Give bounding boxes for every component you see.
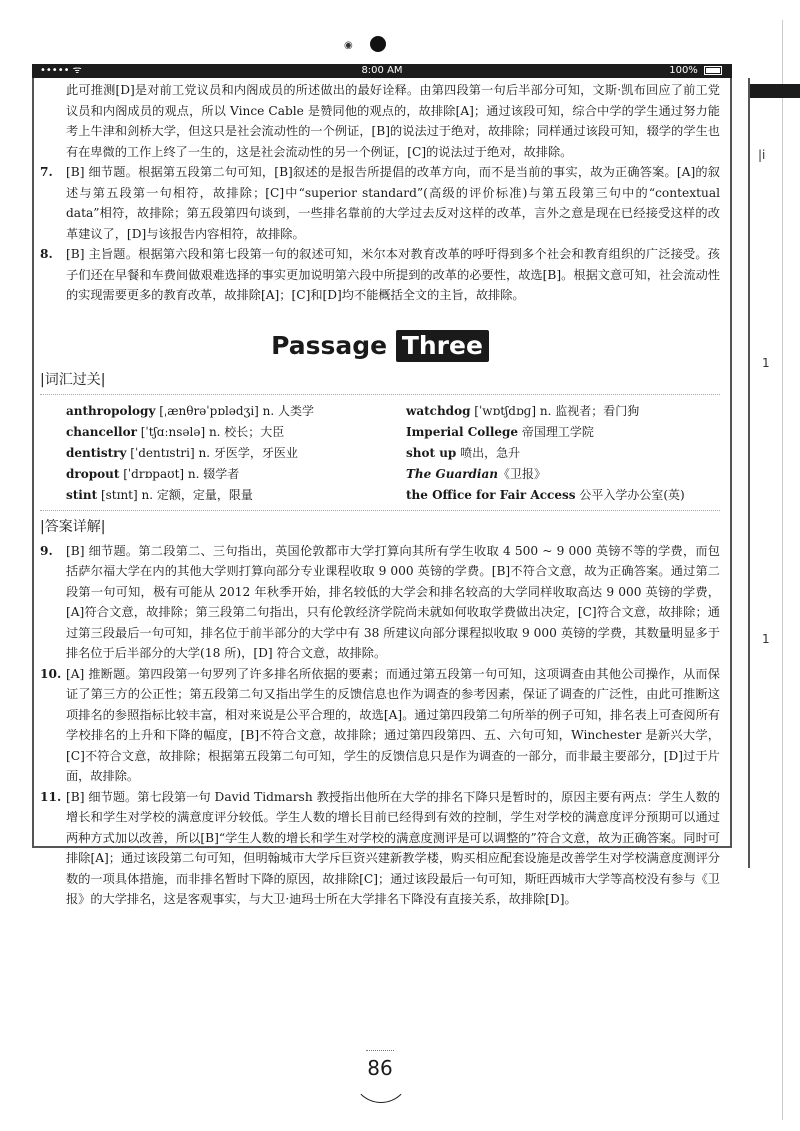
vocab-def: [ˈtʃɑːnsələ] n. 校长；大臣 xyxy=(136,424,285,439)
vocab-entry xyxy=(406,401,746,422)
side-mark: 1 xyxy=(762,356,770,370)
item-number: 10. xyxy=(40,666,62,681)
answer-item-9 xyxy=(40,541,720,664)
vocab-word: shot up xyxy=(406,445,457,460)
vocab-word: chancellor xyxy=(66,424,137,439)
vocab-entry xyxy=(66,464,406,485)
side-mark: |i xyxy=(758,148,766,162)
passage-word: Passage xyxy=(271,330,388,360)
vocab-word: watchdog xyxy=(406,403,471,418)
vocab-entry xyxy=(66,443,406,464)
answer-item-10 xyxy=(40,664,720,787)
vocab-def: [ˈwɒtʃdɒɡ] n. 监视者；看门狗 xyxy=(470,403,640,418)
vocab-entry xyxy=(406,485,746,506)
camera-sensor-icon: ◉ xyxy=(344,40,353,51)
status-time: 8:00 AM xyxy=(361,65,403,76)
vocab-def: 帝国理工学院 xyxy=(518,424,594,439)
answer-item-8 xyxy=(40,244,720,306)
vocab-entry xyxy=(406,422,746,443)
answers-heading: |答案详解| xyxy=(40,518,106,535)
item-text: [B] 主旨题。根据第六段和第七段第一句的叙述可知，米尔本对教育改革的呼吁得到多个社会和教育组织的广泛接受。孩子们还在早餐和车费间做艰难选择的事实更加说明第六段中所提到的改革的必要性，故选[B]。根据文意可知，社会流动性的实现需要更多的教育改革，故排除[A]；[C]和[D]均不能概括全文的主旨，故排除。 xyxy=(66,247,720,302)
vocab-def: [ˈdentɪstri] n. 牙医学，牙医业 xyxy=(126,445,298,460)
page-edge-line xyxy=(782,20,783,1120)
vocab-word: stint xyxy=(66,487,98,502)
vocab-def: [ˌænθrəˈpɒlədʒi] n. 人类学 xyxy=(155,403,315,418)
divider xyxy=(40,394,720,395)
item-number: 7. xyxy=(40,165,53,179)
vocab-heading: |词汇过关| xyxy=(40,371,106,388)
vocab-word: the Office for Fair Access xyxy=(406,487,576,502)
vocab-word: dropout xyxy=(66,466,120,481)
answer-item-7 xyxy=(40,162,720,244)
page-content[interactable] xyxy=(40,80,720,910)
item-text: [B] 细节题。根据第五段第二句可知，[B]叙述的是报告所提倡的改革方向，而不是当前的事实，故为正确答案。[A]的叙述与第五段第一句相符，故排除；[C]中“superior standard”(高级的评价标准)与第五段第三句中的“contextual data”相符，故排除；第五段第四句谈到，一些排名靠前的大学过去反对这样的改革，言外之意是现在已经接受这样的改革建议了，[D]与该报告内容相符，故排除。 xyxy=(66,165,720,241)
vocab-entry xyxy=(66,485,406,506)
answers-list xyxy=(40,541,720,910)
frame-left-edge xyxy=(32,78,34,848)
page-number: 86 xyxy=(367,1056,393,1080)
page-ornament xyxy=(366,1050,394,1053)
vocab-entry xyxy=(66,422,406,443)
battery-icon xyxy=(704,66,722,75)
side-mark: 1 xyxy=(762,632,770,646)
item-text: [A] 推断题。第四段第一句罗列了许多排名所依据的要素；而通过第五段第一句可知，这项调查由其他公司操作，从而保证了第三方的公正性；第五段第二句又指出学生的反馈信息也作为调查的参考因素，保证了调查的广泛性，由此可推断这项排名的参照指标比较丰富，相对来说是公平合理的，故选[A]。通过第四段第二句所举的例子可知，排名表上可查阅所有学校排名的上升和下降的幅度，[B]不符合文意，故排除；通过第四段第四、五、六句可知，Winchester 是新兴大学，[C]不符合文意，故排除；根据第五段第二句可知，学生的反馈信息只是作为调查的一部分，而非最主要部分，[D]过于片面，故排除。 xyxy=(66,666,720,783)
vocab-word: The Guardian xyxy=(406,466,498,481)
adjacent-page-edge xyxy=(748,20,800,1120)
vocab-def: 喷出，急升 xyxy=(456,445,521,460)
status-bar xyxy=(32,64,732,78)
battery-indicator xyxy=(669,64,722,78)
item-number: 11. xyxy=(40,789,62,804)
answer-item-11 xyxy=(40,787,720,910)
item-number: 8. xyxy=(40,247,53,261)
signal-icon: ••••• ᯤ xyxy=(40,65,82,76)
camera-icon xyxy=(370,36,386,52)
divider xyxy=(40,510,720,511)
passage-number-highlight: Three xyxy=(396,330,489,362)
item-text: [B] 细节题。第二段第二、三句指出，英国伦敦都市大学打算向其所有学生收取 4 500 ~ 9 000 英镑不等的学费，而包括萨尔福大学在内的其他大学则打算向部分专业课程收取 9 000 英镑的学费。[B]不符合文意，故为正确答案。通过第二段第一句可知，极有可能从 2012 年秋季开始，排名较低的大学会和排名较高的大学同样收取高达 9 000 英镑的学费，[A]符合文意，故排除；第三段第二句指出，只有伦敦经济学院尚未就如何收取学费做出决定，[C]符合文意，故排除；通过第三段最后一句可知，排名位于前半部分的大学中有 38 所建议向部分课程拟收取 9 000 英镑的学费，其数量明显多于排名位于后半部分的大学(18 所)，[D] 符合文意，故排除。 xyxy=(66,543,720,660)
vocab-def: [stɪnt] n. 定额，定量，限量 xyxy=(97,487,253,502)
item-number: 9. xyxy=(40,543,53,558)
passage-title xyxy=(40,330,720,362)
adjacent-status-bar xyxy=(748,84,800,98)
tablet-frame xyxy=(32,0,732,1131)
vocab-def: [ˈdrɒpaʊt] n. 辍学者 xyxy=(119,466,240,481)
item-text: [B] 细节题。第七段第一句 David Tidmarsh 教授指出他所在大学的排名下降只是暂时的，原因主要有两点：学生人数的增长和学生对学校的满意度评分较低。学生人数的增长目前已经得到有效的控制，学生对学校的满意度评分预期可以通过两种方式加以改善，所以[B]“学生人数的增长和学生对学校的满意度测评是可以调整的”符合文意，故为正确答案。同时可排除[A]；通过该段第二句可知，但明翰城市大学斥巨资兴建新教学楼，购买相应配套设施是改善学生对学校满意度测评分数的一项具体措施，而非排名暂时下降的原因，故排除[C]；通过该段最后一句可知，斯旺西城市大学等高校没有参与《卫报》的大学排名，这是客观事实，与大卫·迪玛士所在大学排名下降没有直接关系，故排除[D]。 xyxy=(66,789,720,906)
vocab-def: 公平入学办公室(英) xyxy=(575,487,685,502)
adjacent-frame-edge xyxy=(748,78,750,868)
intro-paragraph: 此可推测[D]是对前工党议员和内阁成员的所述做出的最好诠释。由第四段第一句后半部分可知，文斯·凯布回应了前工党议员和内阁成员的观点，所以 Vince Cable 是赞同他的观点的，故排除[A]；通过该段可知，综合中学的学生通过努力能考上牛津和剑桥大学，但这只是社会流动性的一个例证，[B]的说法过于绝对，故排除；同样通过该段可知，辍学的学生也有在卑微的工作上终了一生的，这是社会流动性的另一个例证，[C]的说法过于绝对，故排除。 xyxy=(66,83,720,159)
battery-label: 100% xyxy=(669,65,698,76)
vocab-def: 《卫报》 xyxy=(498,466,547,481)
vocab-entry xyxy=(406,464,746,485)
vocab-list xyxy=(40,401,720,506)
vocab-word: dentistry xyxy=(66,445,127,460)
vocab-word: Imperial College xyxy=(406,424,519,439)
vocab-word: anthropology xyxy=(66,403,156,418)
vocab-entry xyxy=(66,401,406,422)
vocab-entry xyxy=(406,443,746,464)
